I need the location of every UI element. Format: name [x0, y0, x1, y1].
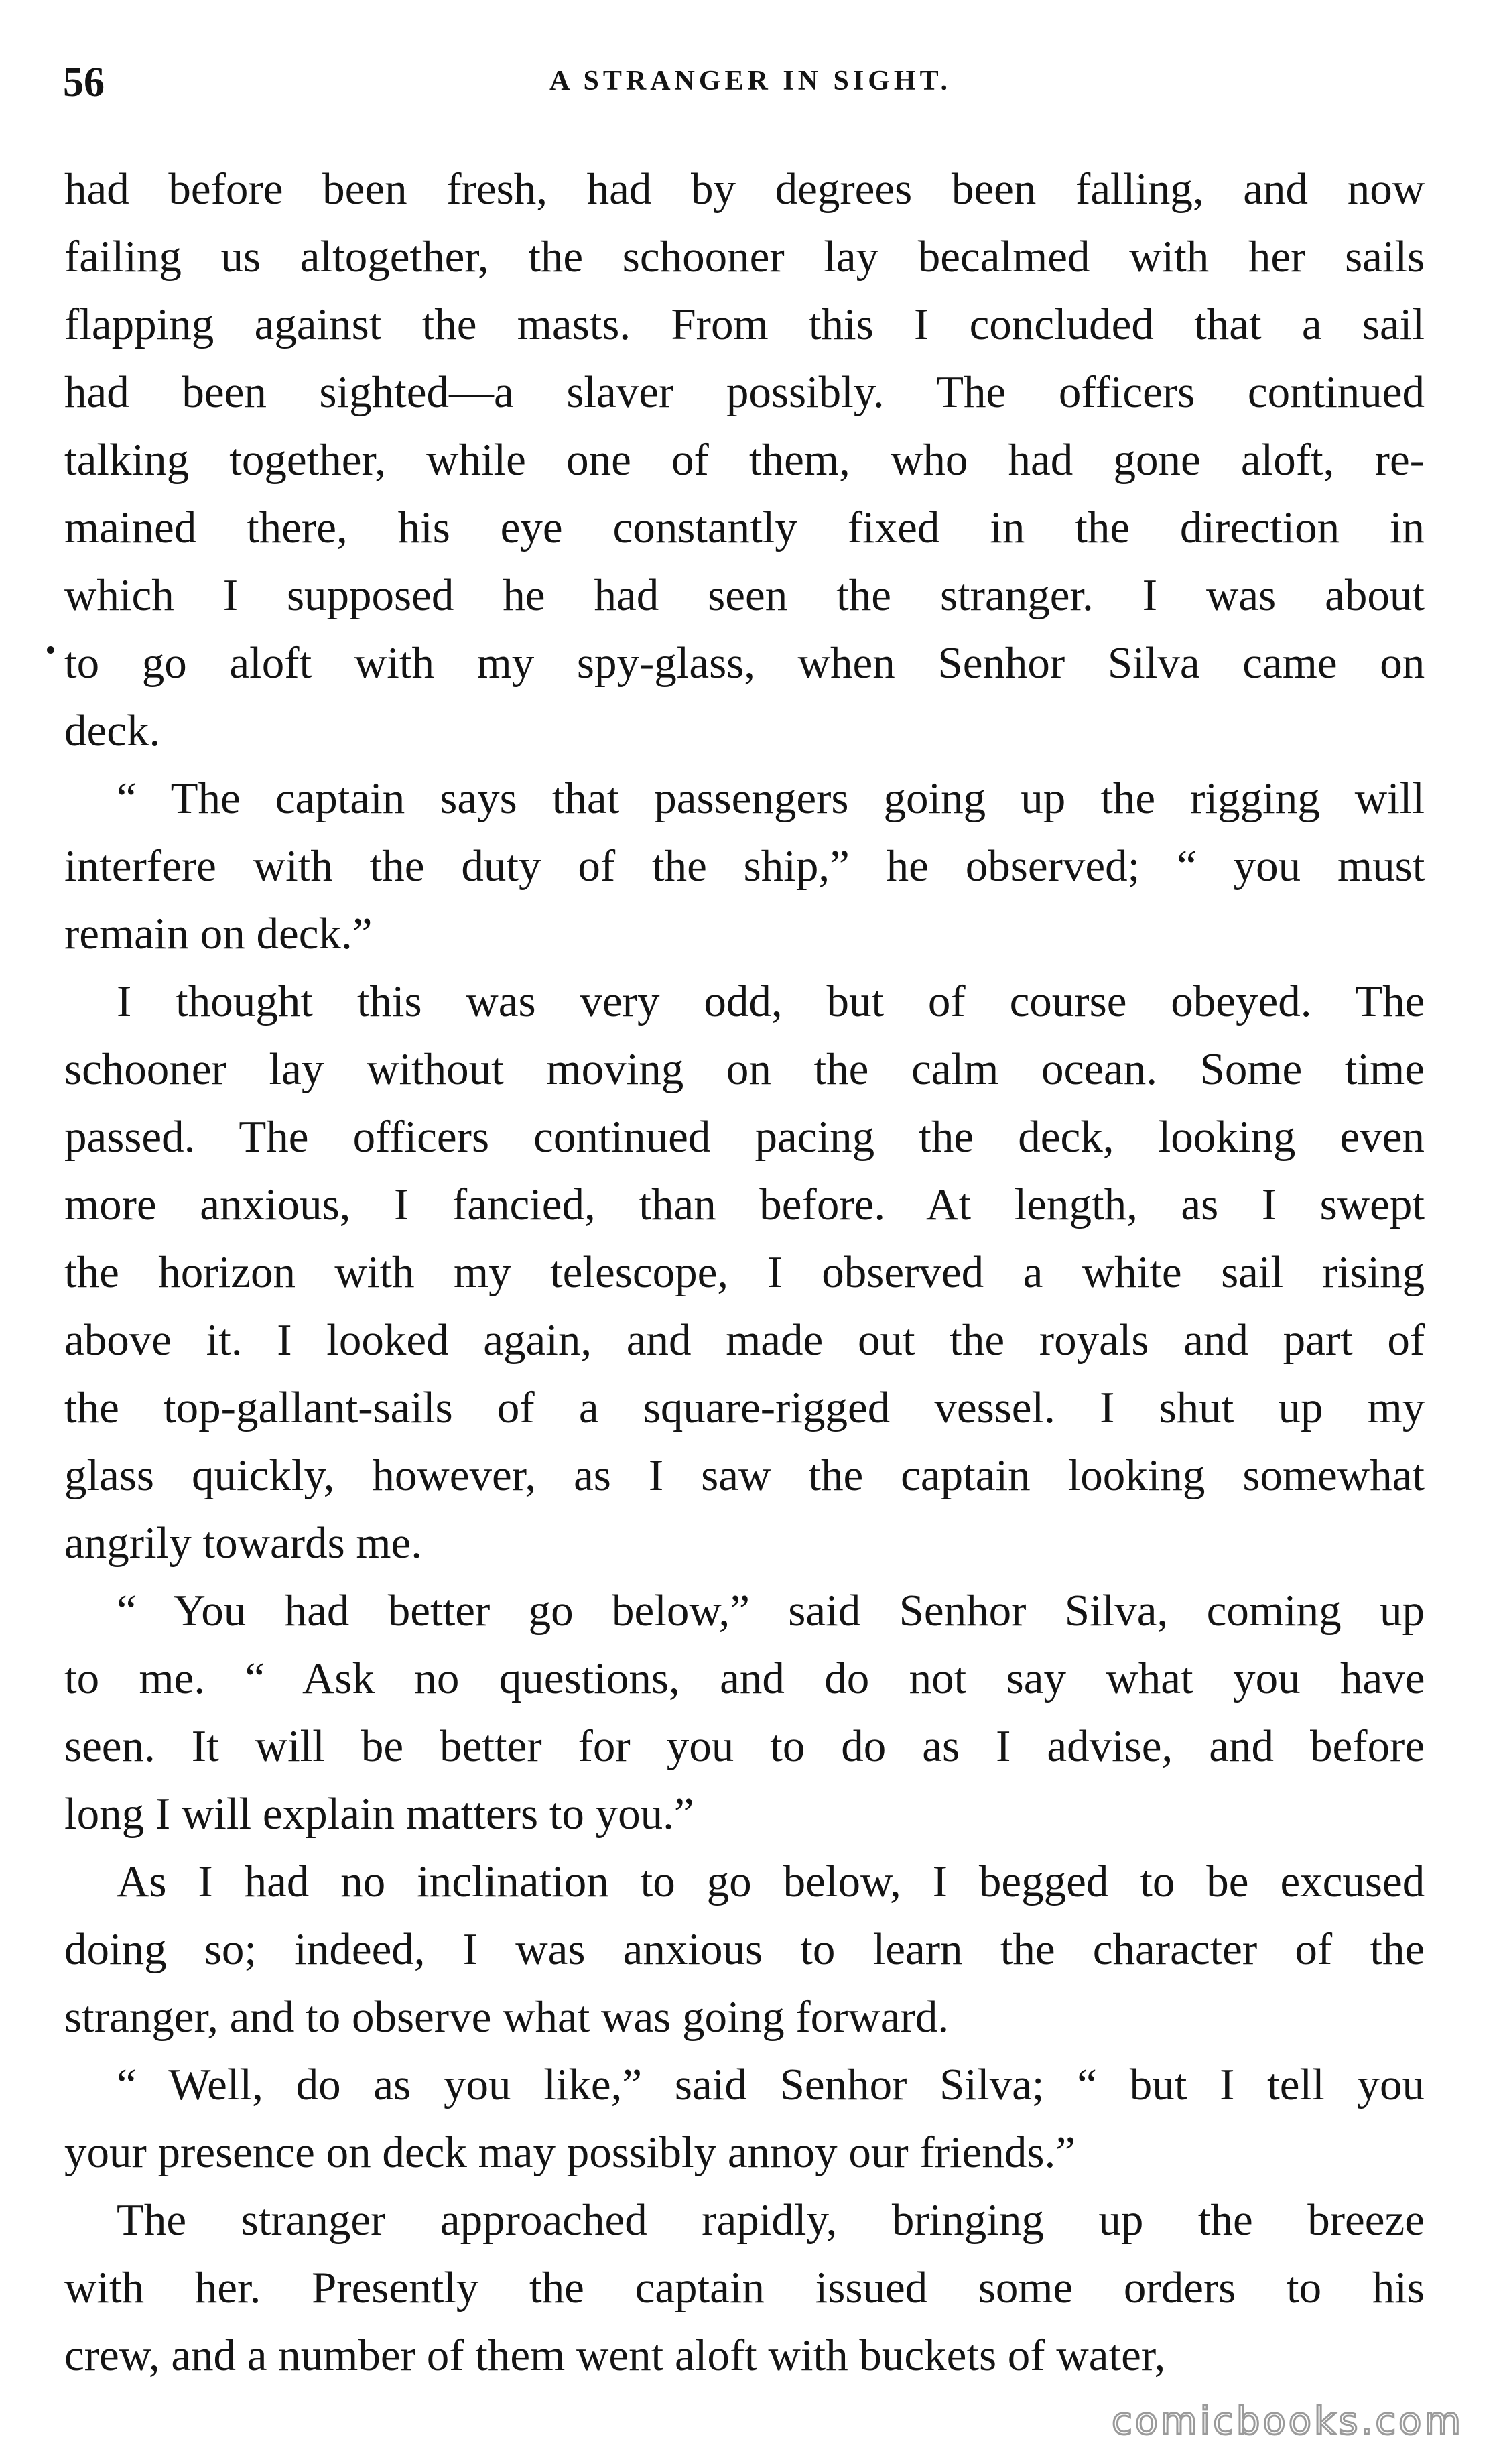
text-line: had before been fresh, had by degrees been falling, and now [64, 164, 1425, 214]
stray-ink-mark [47, 646, 54, 654]
text-line: seen. It will be better for you to do as I advise, and before [64, 1721, 1425, 1771]
body-text [64, 156, 1425, 2390]
text-line: mained there, his eye constantly fixed in the direction in [64, 503, 1425, 552]
text-line: crew, and a number of them went aloft with buckets of water, [64, 2331, 1166, 2380]
text-line: passed. The officers continued pacing the deck, looking even [64, 1112, 1425, 1162]
watermark: comicbooks.com [1111, 2400, 1463, 2443]
text-line: “ Well, do as you like,” said Senhor Silva; “ but I tell you [117, 2060, 1425, 2109]
text-line: the horizon with my telescope, I observed a white sail rising [64, 1247, 1425, 1297]
text-line: glass quickly, however, as I saw the captain looking somewhat [64, 1451, 1425, 1500]
text-line: to me. “ Ask no questions, and do not say what you have [64, 1654, 1425, 1703]
text-line: long I will explain matters to you.” [64, 1789, 694, 1839]
text-line: I thought this was very odd, but of course obeyed. The [117, 977, 1425, 1026]
paragraph [64, 1577, 1425, 1848]
page-number: 56 [63, 60, 105, 105]
text-line: flapping against the masts. From this I concluded that a sail [64, 300, 1425, 349]
text-line: angrily towards me. [64, 1518, 423, 1568]
text-line: “ You had better go below,” said Senhor Silva, coming up [117, 1586, 1425, 1636]
text-line: to go aloft with my spy-glass, when Senhor Silva came on [64, 638, 1425, 688]
paragraph [64, 156, 1425, 765]
text-line: your presence on deck may possibly annoy our friends.” [64, 2128, 1075, 2177]
running-head: A STRANGER IN SIGHT. [549, 66, 952, 97]
paragraph [64, 1848, 1425, 2051]
paragraph [64, 968, 1425, 1577]
text-line: schooner lay without moving on the calm ocean. Some time [64, 1044, 1425, 1094]
text-line: above it. I looked again, and made out the royals and part of [64, 1315, 1425, 1365]
text-line: talking together, while one of them, who had gone aloft, re- [64, 435, 1425, 485]
text-line: the top-gallant-sails of a square-rigged vessel. I shut up my [64, 1383, 1425, 1432]
text-line: interfere with the duty of the ship,” he observed; “ you must [64, 841, 1425, 891]
text-line: “ The captain says that passengers going up the rigging will [117, 774, 1425, 823]
text-line: with her. Presently the captain issued some orders to his [64, 2263, 1425, 2313]
text-line: which I supposed he had seen the stranger. I was about [64, 570, 1425, 620]
text-line: doing so; indeed, I was anxious to learn the character of the [64, 1924, 1425, 1974]
text-line: remain on deck.” [64, 909, 373, 959]
text-line: more anxious, I fancied, than before. At length, as I swept [64, 1180, 1425, 1229]
paragraph [64, 2186, 1425, 2390]
text-line: The stranger approached rapidly, bringing up the breeze [117, 2195, 1425, 2245]
text-line: stranger, and to observe what was going forward. [64, 1992, 950, 2042]
paragraph [64, 2051, 1425, 2186]
text-line: As I had no inclination to go below, I begged to be excused [117, 1857, 1425, 1906]
paragraph [64, 765, 1425, 968]
text-line: failing us altogether, the schooner lay becalmed with her sails [64, 232, 1425, 282]
text-line: deck. [64, 706, 161, 755]
text-line: had been sighted—a slaver possibly. The officers continued [64, 367, 1425, 417]
